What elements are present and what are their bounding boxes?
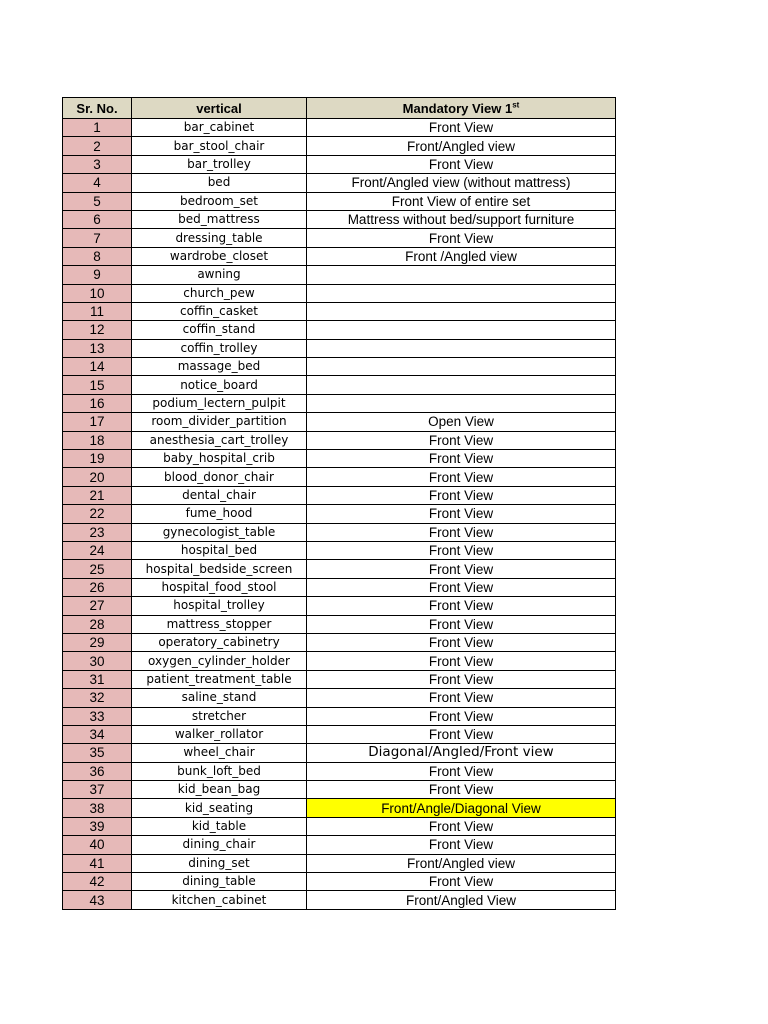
sr-no-cell[interactable]: 36	[63, 762, 132, 780]
vertical-cell[interactable]: hospital_trolley	[132, 597, 307, 615]
view-cell[interactable]: Front View	[307, 155, 616, 173]
view-cell[interactable]: Open View	[307, 413, 616, 431]
sr-no-cell[interactable]: 17	[63, 413, 132, 431]
view-cell[interactable]	[307, 284, 616, 302]
view-cell[interactable]: Front /Angled view	[307, 247, 616, 265]
table-row	[63, 486, 616, 504]
view-cell[interactable]: Diagonal/Angled/Front view	[307, 744, 616, 762]
vertical-cell[interactable]: dental_chair	[132, 486, 307, 504]
vertical-cell[interactable]: awning	[132, 266, 307, 284]
sr-no-cell[interactable]: 31	[63, 670, 132, 688]
vertical-cell[interactable]: dining_table	[132, 873, 307, 891]
view-cell[interactable]: Front View	[307, 762, 616, 780]
table-row	[63, 229, 616, 247]
view-cell[interactable]: Front View	[307, 505, 616, 523]
vertical-cell[interactable]: kitchen_cabinet	[132, 891, 307, 909]
view-cell[interactable]: Front View	[307, 633, 616, 651]
vertical-cell[interactable]: coffin_casket	[132, 302, 307, 320]
table-row	[63, 302, 616, 320]
sr-no-header[interactable]	[63, 98, 132, 119]
vertical-cell[interactable]: bar_cabinet	[132, 119, 307, 137]
sr-no-cell[interactable]: 12	[63, 321, 132, 339]
view-cell[interactable]: Front View	[307, 486, 616, 504]
sr-no-cell[interactable]: 5	[63, 192, 132, 210]
sr-no-cell[interactable]: 27	[63, 597, 132, 615]
sr-no-cell[interactable]: 9	[63, 266, 132, 284]
view-cell[interactable]	[307, 321, 616, 339]
vertical-cell[interactable]: dining_chair	[132, 836, 307, 854]
vertical-cell[interactable]: walker_rollator	[132, 725, 307, 743]
view-cell[interactable]: Front View	[307, 836, 616, 854]
sr-no-cell[interactable]: 10	[63, 284, 132, 302]
view-cell[interactable]: Front View	[307, 468, 616, 486]
sr-no-cell[interactable]: 34	[63, 725, 132, 743]
vertical-header-label: vertical	[196, 100, 242, 116]
view-cell[interactable]: Front View	[307, 450, 616, 468]
table-row	[63, 137, 616, 155]
sr-no-cell[interactable]: 38	[63, 799, 132, 817]
sr-no-cell[interactable]: 15	[63, 376, 132, 394]
view-cell[interactable]: Front View	[307, 652, 616, 670]
table-row	[63, 799, 616, 817]
sr-no-cell[interactable]: 28	[63, 615, 132, 633]
table-row	[63, 284, 616, 302]
vertical-cell[interactable]: bar_trolley	[132, 155, 307, 173]
table-row	[63, 873, 616, 891]
vertical-cell[interactable]: bunk_loft_bed	[132, 762, 307, 780]
table-row	[63, 891, 616, 909]
view-cell[interactable]: Front View	[307, 689, 616, 707]
vertical-cell[interactable]: wheel_chair	[132, 744, 307, 762]
sr-no-cell[interactable]: 8	[63, 247, 132, 265]
view-cell[interactable]: Front View	[307, 873, 616, 891]
vertical-cell[interactable]: kid_seating	[132, 799, 307, 817]
view-cell[interactable]: Front View of entire set	[307, 192, 616, 210]
vertical-cell[interactable]: hospital_bed	[132, 541, 307, 559]
sr-no-cell[interactable]: 21	[63, 486, 132, 504]
table-row	[63, 339, 616, 357]
vertical-cell[interactable]: dressing_table	[132, 229, 307, 247]
vertical-cell[interactable]: massage_bed	[132, 358, 307, 376]
view-cell[interactable]: Front View	[307, 597, 616, 615]
view-cell[interactable]: Front View	[307, 781, 616, 799]
view-cell[interactable]: Front View	[307, 615, 616, 633]
view-cell[interactable]: Front/Angled view	[307, 854, 616, 872]
sr-no-cell[interactable]: 40	[63, 836, 132, 854]
table-row	[63, 560, 616, 578]
vertical-cell[interactable]: bedroom_set	[132, 192, 307, 210]
table-row	[63, 836, 616, 854]
sr-no-cell[interactable]: 2	[63, 137, 132, 155]
sr-no-cell[interactable]: 24	[63, 541, 132, 559]
table-row	[63, 394, 616, 412]
vertical-cell[interactable]: kid_table	[132, 817, 307, 835]
sr-no-cell[interactable]: 30	[63, 652, 132, 670]
view-cell[interactable]: Front View	[307, 541, 616, 559]
sr-no-cell[interactable]: 39	[63, 817, 132, 835]
table-row	[63, 192, 616, 210]
table-row	[63, 725, 616, 743]
sr-no-cell[interactable]: 41	[63, 854, 132, 872]
vertical-cell[interactable]: mattress_stopper	[132, 615, 307, 633]
sr-no-cell[interactable]: 14	[63, 358, 132, 376]
sr-no-cell[interactable]: 23	[63, 523, 132, 541]
sr-no-cell[interactable]: 13	[63, 339, 132, 357]
table-row	[63, 744, 616, 762]
vertical-cell[interactable]: oxygen_cylinder_holder	[132, 652, 307, 670]
table-row	[63, 358, 616, 376]
vertical-cell[interactable]: anesthesia_cart_trolley	[132, 431, 307, 449]
sr-no-cell[interactable]: 3	[63, 155, 132, 173]
table-row	[63, 376, 616, 394]
mandatory-view-header-label: Mandatory View 1	[402, 100, 513, 116]
sr-no-cell[interactable]: 18	[63, 431, 132, 449]
view-cell[interactable]: Front View	[307, 431, 616, 449]
sr-no-cell[interactable]: 35	[63, 744, 132, 762]
vertical-cell[interactable]: bed	[132, 174, 307, 192]
table-row	[63, 523, 616, 541]
table-row	[63, 468, 616, 486]
sr-no-cell[interactable]: 43	[63, 891, 132, 909]
vertical-cell[interactable]: stretcher	[132, 707, 307, 725]
sr-no-cell[interactable]: 42	[63, 873, 132, 891]
sr-no-cell[interactable]: 26	[63, 578, 132, 596]
table-row	[63, 266, 616, 284]
view-cell[interactable]: Front View	[307, 817, 616, 835]
highlighted-view-cell[interactable]: Front/Angle/Diagonal View	[307, 799, 616, 817]
table-row	[63, 670, 616, 688]
vertical-cell[interactable]: gynecologist_table	[132, 523, 307, 541]
view-cell[interactable]: Mattress without bed/support furniture	[307, 210, 616, 228]
mandatory-view-header[interactable]	[307, 98, 616, 119]
table-row	[63, 119, 616, 137]
sr-no-cell[interactable]: 4	[63, 174, 132, 192]
sr-no-cell[interactable]: 32	[63, 689, 132, 707]
vertical-cell[interactable]: coffin_stand	[132, 321, 307, 339]
view-cell[interactable]	[307, 376, 616, 394]
vertical-cell[interactable]: hospital_bedside_screen	[132, 560, 307, 578]
vertical-cell[interactable]: bed_mattress	[132, 210, 307, 228]
sr-no-cell[interactable]: 11	[63, 302, 132, 320]
vertical-cell[interactable]: notice_board	[132, 376, 307, 394]
vertical-cell[interactable]: baby_hospital_crib	[132, 450, 307, 468]
vertical-cell[interactable]: hospital_food_stool	[132, 578, 307, 596]
table-row	[63, 450, 616, 468]
view-cell[interactable]	[307, 302, 616, 320]
vertical-cell[interactable]: wardrobe_closet	[132, 247, 307, 265]
table-row	[63, 321, 616, 339]
view-cell[interactable]: Front View	[307, 560, 616, 578]
vertical-cell[interactable]: church_pew	[132, 284, 307, 302]
view-cell[interactable]	[307, 339, 616, 357]
table-row	[63, 633, 616, 651]
table-row	[63, 155, 616, 173]
vertical-view-table	[62, 97, 616, 910]
table-row	[63, 707, 616, 725]
sr-no-header-label: Sr. No.	[76, 100, 118, 116]
view-cell[interactable]	[307, 266, 616, 284]
table-row	[63, 652, 616, 670]
view-cell[interactable]: Front View	[307, 707, 616, 725]
table-row	[63, 817, 616, 835]
table-row	[63, 413, 616, 431]
sr-no-cell[interactable]: 22	[63, 505, 132, 523]
view-cell[interactable]	[307, 358, 616, 376]
sr-no-cell[interactable]: 37	[63, 781, 132, 799]
view-cell[interactable]: Front View	[307, 523, 616, 541]
vertical-cell[interactable]: patient_treatment_table	[132, 670, 307, 688]
table-row	[63, 247, 616, 265]
vertical-cell[interactable]: bar_stool_chair	[132, 137, 307, 155]
vertical-cell[interactable]: saline_stand	[132, 689, 307, 707]
sr-no-cell[interactable]: 16	[63, 394, 132, 412]
vertical-cell[interactable]: blood_donor_chair	[132, 468, 307, 486]
view-cell[interactable]: Front/Angled view	[307, 137, 616, 155]
vertical-header[interactable]	[132, 98, 307, 119]
table-row	[63, 541, 616, 559]
table-row	[63, 781, 616, 799]
view-cell[interactable]: Front View	[307, 119, 616, 137]
sr-no-cell[interactable]: 29	[63, 633, 132, 651]
table-row	[63, 854, 616, 872]
table-row	[63, 762, 616, 780]
table-row	[63, 505, 616, 523]
sr-no-cell[interactable]: 25	[63, 560, 132, 578]
vertical-cell[interactable]: kid_bean_bag	[132, 781, 307, 799]
table-row	[63, 597, 616, 615]
table-row	[63, 689, 616, 707]
header-row	[63, 98, 616, 119]
sr-no-cell[interactable]: 20	[63, 468, 132, 486]
mandatory-view-header-sup: st	[512, 100, 520, 110]
view-cell[interactable]: Front View	[307, 670, 616, 688]
vertical-cell[interactable]: dining_set	[132, 854, 307, 872]
view-cell[interactable]: Front View	[307, 578, 616, 596]
vertical-cell[interactable]: podium_lectern_pulpit	[132, 394, 307, 412]
sr-no-cell[interactable]: 1	[63, 119, 132, 137]
vertical-cell[interactable]: fume_hood	[132, 505, 307, 523]
vertical-cell[interactable]: room_divider_partition	[132, 413, 307, 431]
table-row	[63, 431, 616, 449]
sr-no-cell[interactable]: 33	[63, 707, 132, 725]
sr-no-cell[interactable]: 6	[63, 210, 132, 228]
sr-no-cell[interactable]: 7	[63, 229, 132, 247]
view-cell[interactable]: Front View	[307, 725, 616, 743]
table-body	[63, 119, 616, 910]
table-row	[63, 615, 616, 633]
vertical-cell[interactable]: coffin_trolley	[132, 339, 307, 357]
table-row	[63, 174, 616, 192]
view-cell[interactable]: Front/Angled View	[307, 891, 616, 909]
view-cell[interactable]	[307, 394, 616, 412]
view-cell[interactable]: Front/Angled view (without mattress)	[307, 174, 616, 192]
table-row	[63, 210, 616, 228]
sr-no-cell[interactable]: 19	[63, 450, 132, 468]
vertical-cell[interactable]: operatory_cabinetry	[132, 633, 307, 651]
table-row	[63, 578, 616, 596]
view-cell[interactable]: Front View	[307, 229, 616, 247]
